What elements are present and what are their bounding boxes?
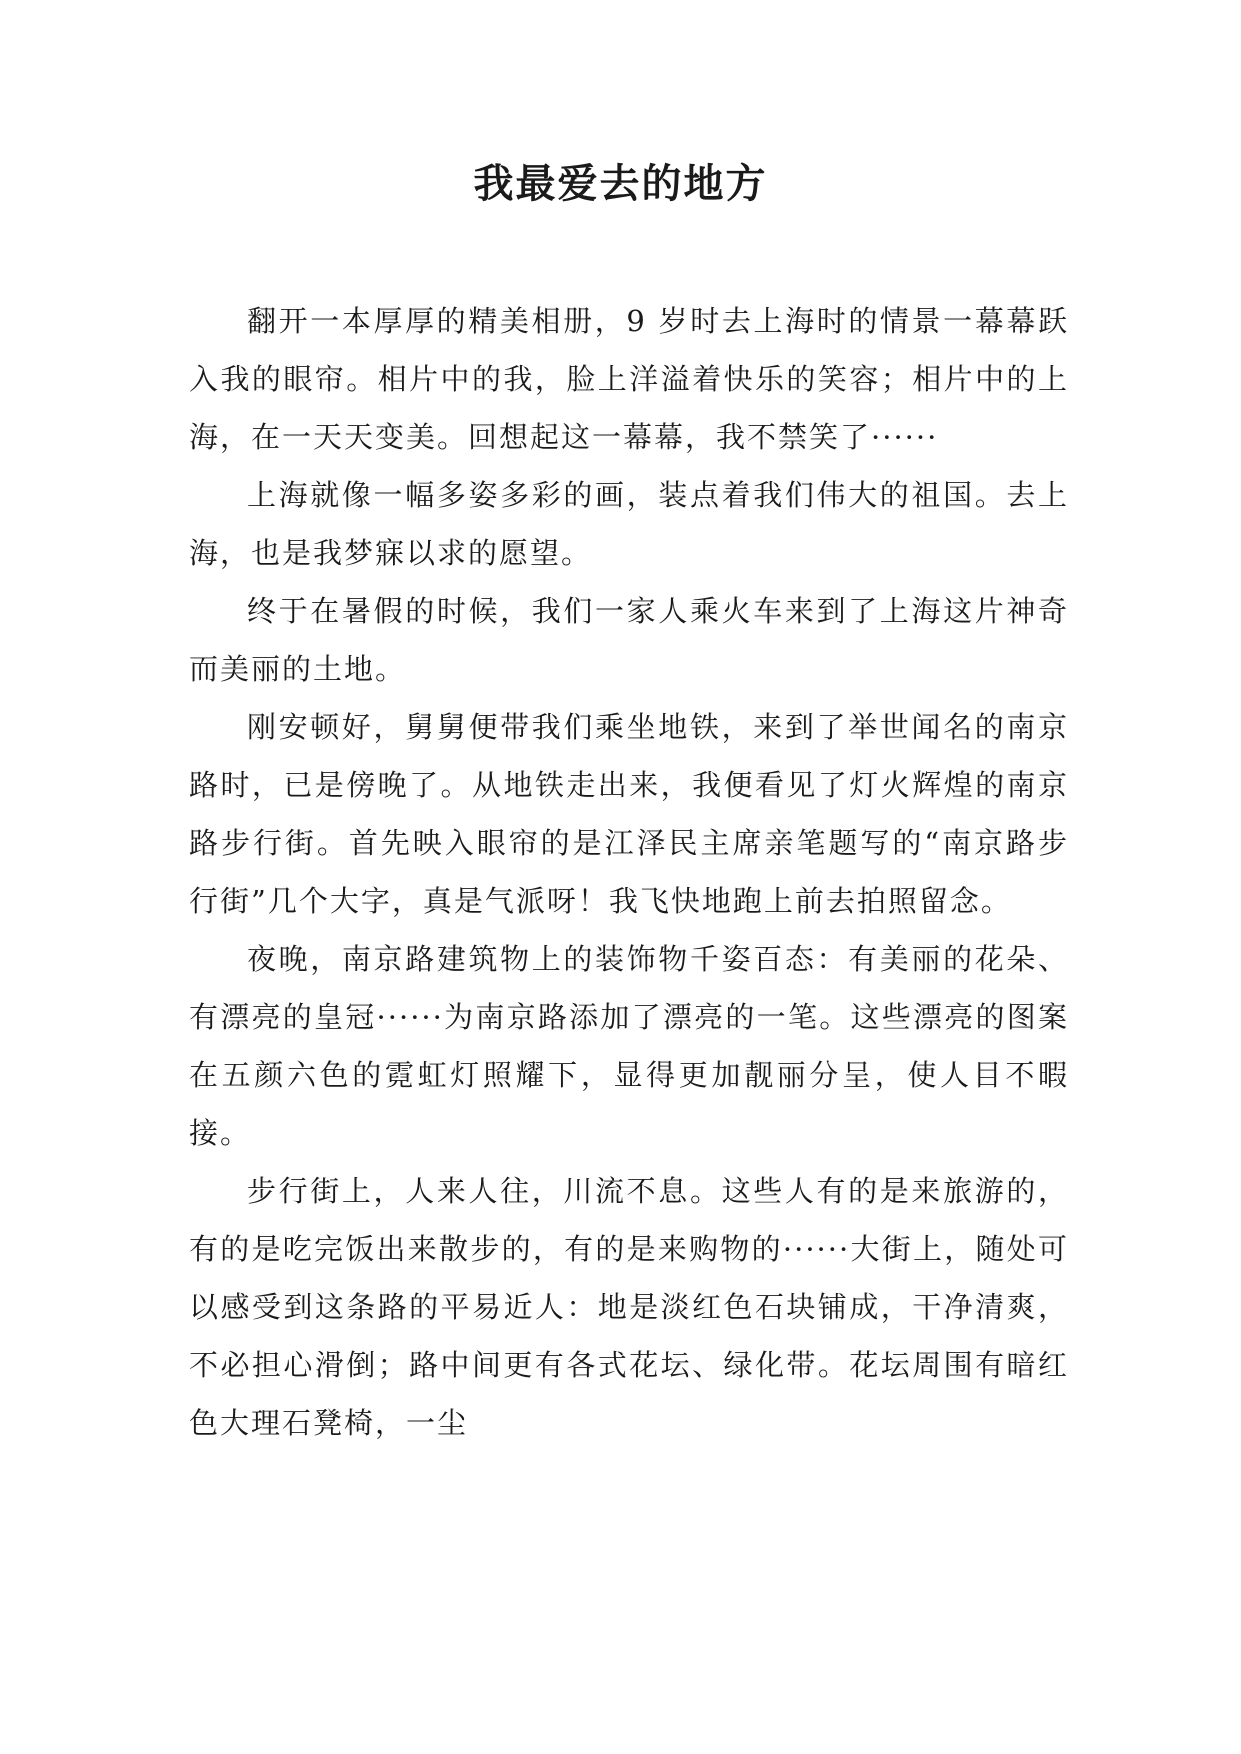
document-title: 我最爱去的地方 bbox=[473, 160, 768, 207]
paragraph: 上海就像一幅多姿多彩的画，装点着我们伟大的祖国。去上海，也是我梦寐以求的愿望。 bbox=[189, 478, 1069, 570]
paragraph: 夜晚，南京路建筑物上的装饰物千姿百态：有美丽的花朵、有漂亮的皇冠······为南京路添加了漂亮的一笔。这些漂亮的图案在五颜六色的霓虹灯照耀下，显得更加靓丽分呈，使人目不暇接。 bbox=[189, 942, 1069, 1150]
paragraph: 终于在暑假的时候，我们一家人乘火车来到了上海这片神奇而美丽的土地。 bbox=[189, 594, 1069, 686]
paragraph: 刚安顿好，舅舅便带我们乘坐地铁，来到了举世闻名的南京路时，已是傍晚了。从地铁走出来，我便看见了灯火辉煌的南京路步行街。首先映入眼帘的是江泽民主席亲笔题写的“南京路步行街”几个大字，真是气派呀！我飞快地跑上前去拍照留念。 bbox=[189, 710, 1069, 918]
paragraph: 翻开一本厚厚的精美相册，9 岁时去上海时的情景一幕幕跃入我的眼帘。相片中的我，脸上洋溢着快乐的笑容；相片中的上海，在一天天变美。回想起这一幕幕，我不禁笑了······ bbox=[189, 304, 1069, 454]
document-body bbox=[189, 292, 1069, 1452]
paragraph: 步行街上，人来人往，川流不息。这些人有的是来旅游的，有的是吃完饭出来散步的，有的是来购物的······大街上，随处可以感受到这条路的平易近人：地是淡红色石块铺成，干净清爽，不必担心滑倒；路中间更有各式花坛、绿化带。花坛周围有暗红色大理石凳椅，一尘 bbox=[189, 1174, 1069, 1440]
